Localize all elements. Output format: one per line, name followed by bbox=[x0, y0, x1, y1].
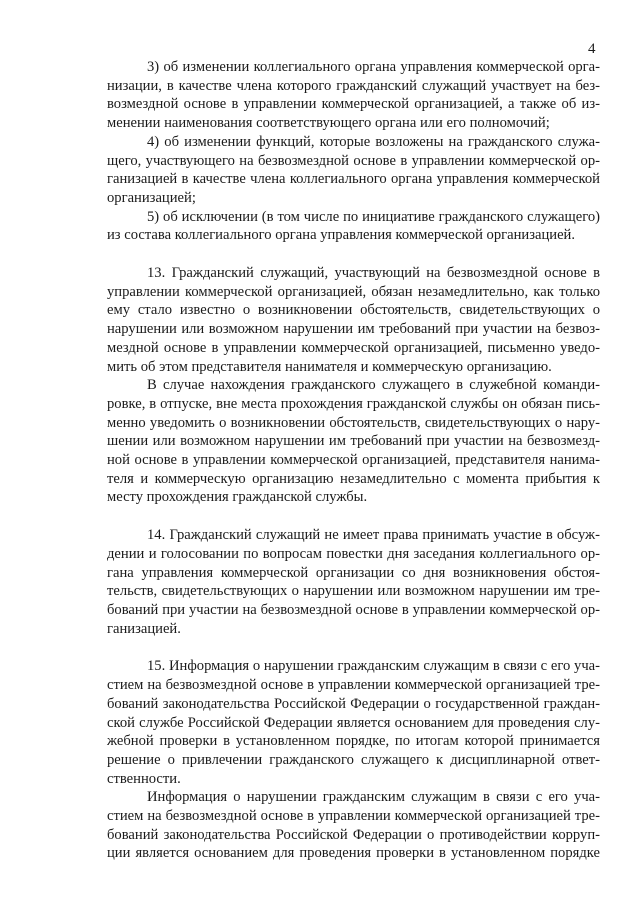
text-line: мить об этом представителя нанимателя и коммерческую организацию. bbox=[107, 358, 552, 375]
text-line: стием на безвозмездной основе в управлении коммерческой организацией тре- bbox=[107, 808, 600, 825]
paragraph-clause-13-continuation bbox=[107, 376, 600, 507]
paragraph-gap bbox=[107, 507, 600, 526]
text-line: месту прохождения гражданской службы. bbox=[107, 489, 368, 506]
text-line: организацией; bbox=[107, 189, 196, 206]
text-line: 15. Информация о нарушении гражданским служащим в связи с его уча- bbox=[147, 658, 600, 675]
text-line: решение о привлечении гражданского служащего к дисциплинарной ответ- bbox=[107, 751, 600, 768]
text-line: 5) об исключении (в том числе по инициативе гражданского служащего) bbox=[147, 208, 600, 225]
paragraph-gap bbox=[107, 245, 600, 264]
paragraph-clause-14 bbox=[107, 526, 600, 638]
text-line: 3) об изменении коллегиального органа управления коммерческой орга- bbox=[147, 59, 600, 75]
text-line: Информация о нарушении гражданским служащим в связи с его уча- bbox=[147, 789, 600, 806]
text-line: дении и голосовании по вопросам повестки дня заседания коллегиального ор- bbox=[107, 545, 600, 562]
text-line: бований законодательства Российской Федерации о противодействии корруп- bbox=[107, 826, 600, 843]
text-line: 14. Гражданский служащий не имеет права принимать участие в обсуж- bbox=[147, 527, 600, 544]
text-line: щего, участвующего на безвозмездной основе в управлении коммерческой ор- bbox=[107, 152, 600, 169]
text-line: ровке, в отпуске, вне места прохождения гражданской службы он обязан пись- bbox=[107, 395, 600, 412]
text-line: бований законодательства Российской Федерации о государственной граждан- bbox=[107, 695, 600, 712]
text-line: нарушении или возможном нарушении им требований при участии на безвоз- bbox=[107, 321, 600, 338]
paragraph-item-4 bbox=[107, 133, 600, 208]
paragraph-clause-15 bbox=[107, 657, 600, 788]
text-line: мездной основе в управлении коммерческой организацией, письменно уведо- bbox=[107, 339, 600, 356]
text-line: ственности. bbox=[107, 770, 181, 787]
text-line: менно уведомить о возникновении обстоятельств, свидетельствующих о нару- bbox=[107, 414, 600, 431]
text-line: стием на безвозмездной основе в управлении коммерческой организацией тре- bbox=[107, 677, 600, 694]
text-line: теля и коммерческую организацию незамедлительно с момента прибытия к bbox=[107, 470, 600, 487]
text-line: жебной проверки в установленном порядке, по итогам которой принимается bbox=[107, 733, 600, 750]
paragraph-gap bbox=[107, 638, 600, 657]
text-line: тельств, свидетельствующих о нарушении или возможном нарушении им тре- bbox=[107, 583, 600, 600]
text-line: ской службе Российской Федерации является основанием для проведения слу- bbox=[107, 714, 600, 731]
text-line: ему стало известно о возникновении обстоятельств, свидетельствующих о bbox=[107, 302, 600, 319]
text-line: низации, в качестве члена которого гражданский служащий участвует на без- bbox=[107, 77, 600, 94]
paragraph-item-5 bbox=[107, 208, 600, 245]
text-line: управлении коммерческой организацией, обязан незамедлительно, как только bbox=[107, 283, 600, 300]
paragraph-clause-15-continuation bbox=[107, 788, 600, 863]
text-line: бований при участии на безвозмездной основе в управлении коммерческой ор- bbox=[107, 601, 600, 618]
text-line: 13. Гражданский служащий, участвующий на безвозмездной основе в bbox=[147, 265, 600, 282]
text-line: менении наименования соответствующего органа или его полномочий; bbox=[107, 115, 550, 132]
text-line: 4) об изменении функций, которые возложены на гражданского служа- bbox=[147, 133, 600, 150]
text-line: гана управления коммерческой организации со дня возникновения обстоя- bbox=[107, 564, 600, 581]
paragraph-clause-13 bbox=[107, 264, 600, 376]
paragraph-item-3 bbox=[107, 58, 600, 133]
text-line: ганизацией. bbox=[107, 620, 181, 637]
text-line: шении или возможном нарушении им требований при участии на безвозмезд- bbox=[107, 433, 600, 450]
text-line: ганизацией в качестве члена коллегиального органа управления коммерческой bbox=[107, 171, 600, 188]
text-line: ции является основанием для проведения проверки в установленном порядке bbox=[107, 845, 600, 862]
page-number: 4 bbox=[588, 41, 596, 57]
text-line: возмездной основе в управлении коммерческой организацией, а также об из- bbox=[107, 96, 600, 113]
text-line: ной основе в управлении коммерческой организацией, представителя нанима- bbox=[107, 452, 600, 469]
text-line: В случае нахождения гражданского служащего в служебной команди- bbox=[147, 377, 600, 394]
document-body bbox=[107, 58, 600, 863]
text-line: из состава коллегиального органа управления коммерческой организацией. bbox=[107, 227, 576, 244]
